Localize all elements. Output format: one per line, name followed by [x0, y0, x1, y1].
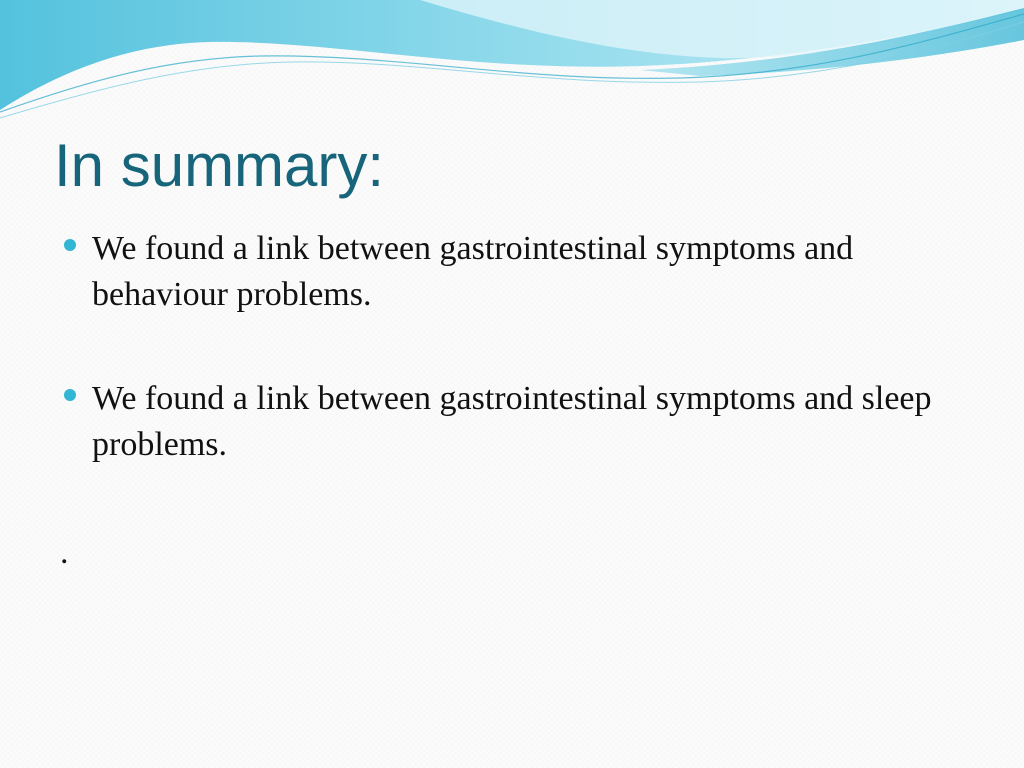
bullet-dot-icon: [64, 239, 76, 251]
header-wave-decoration: [0, 0, 1024, 130]
bullet-text: We found a link between gastrointestinal symptoms and sleep problems.: [92, 380, 932, 463]
bullet-text: We found a link between gastrointestinal symptoms and behaviour problems.: [92, 230, 854, 313]
slide-title: In summary:: [54, 132, 385, 199]
trailing-period: .: [60, 534, 69, 571]
bullet-dot-icon: [64, 389, 76, 401]
